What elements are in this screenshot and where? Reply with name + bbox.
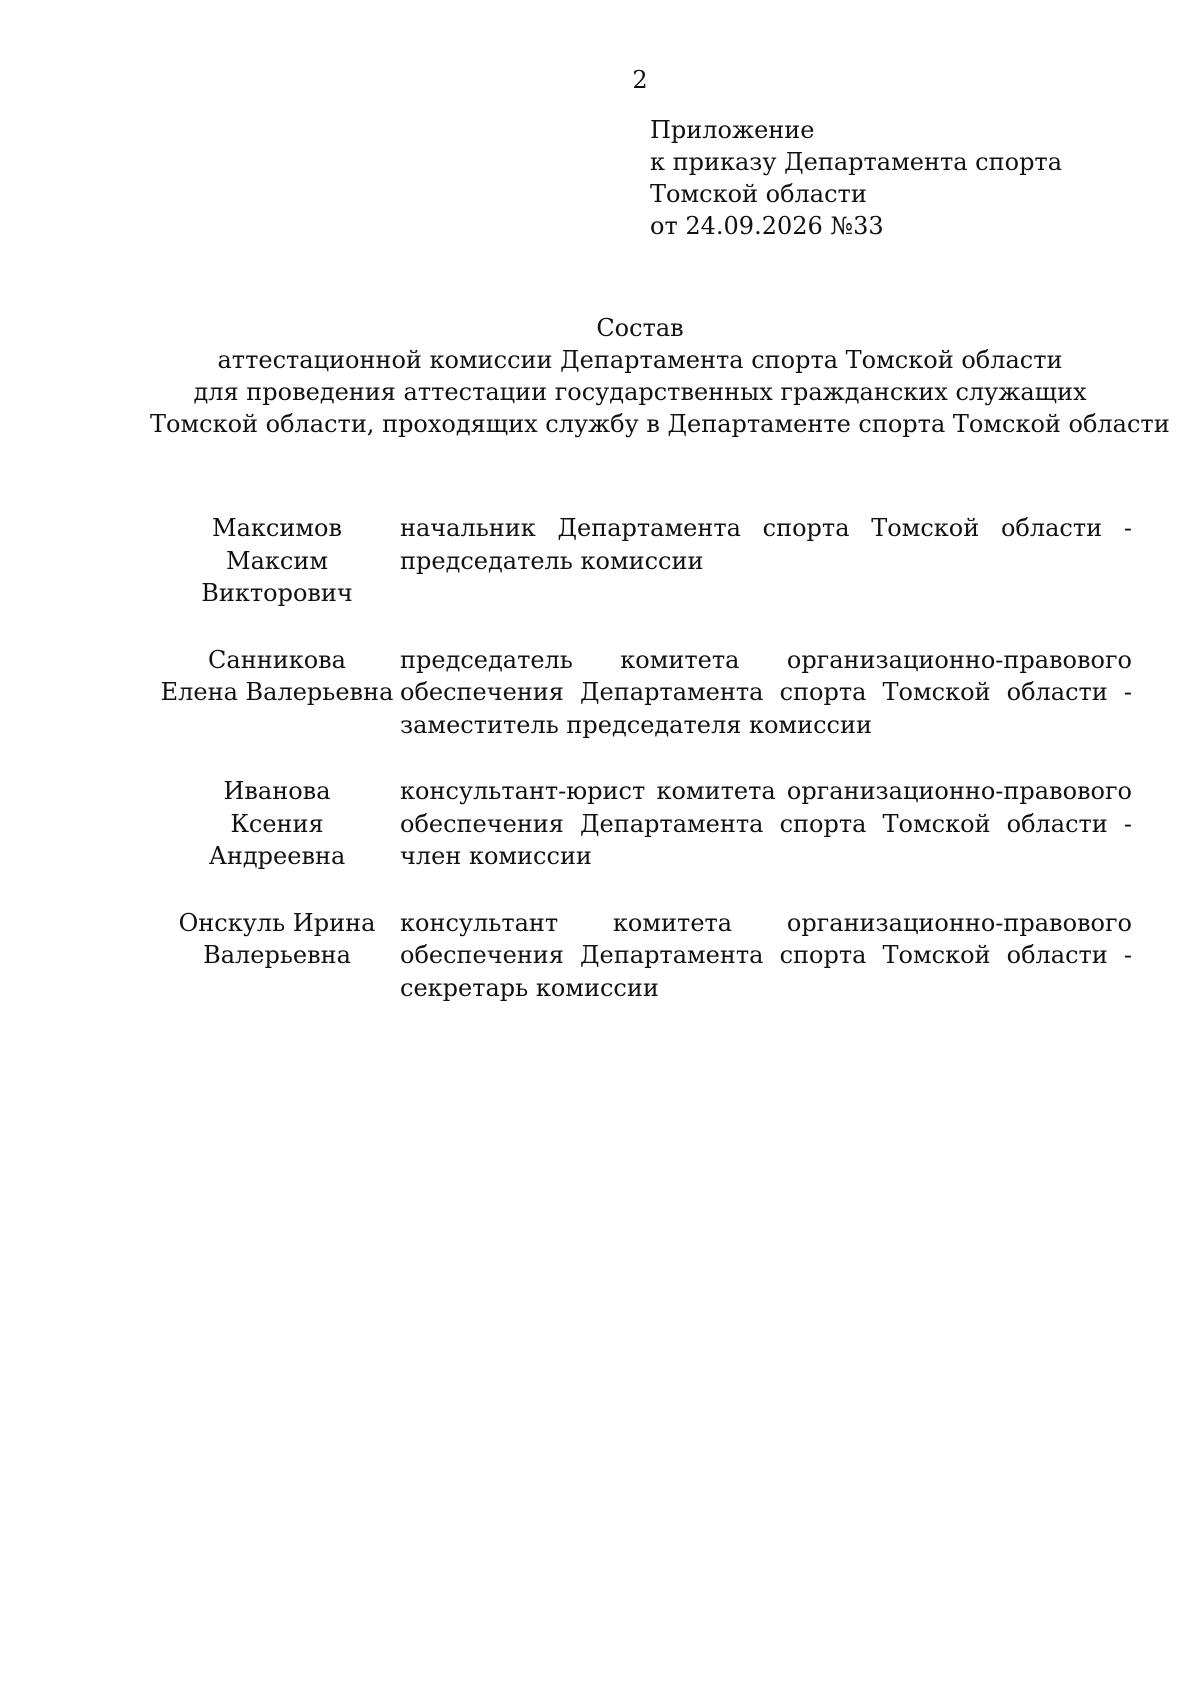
member-role: консультант комитета организационно-правового обеспечения Департамента спорта Томской области - секретарь комиссии bbox=[400, 908, 1132, 1002]
member-role: председатель комитета организационно-правового обеспечения Департамента спорта Томской области - заместитель председателя комиссии bbox=[400, 645, 1132, 739]
page-number: 2 bbox=[632, 66, 648, 94]
member-name: Иванова Ксения Андреевна bbox=[208, 777, 346, 870]
member-row bbox=[160, 644, 1132, 742]
appendix-line: от 24.09.2026 №33 bbox=[650, 212, 884, 240]
heading-line: Томской области, проходящих службу в Департаменте спорта Томской области bbox=[150, 410, 1170, 438]
heading-line: аттестационной комиссии Департамента спорта Томской области bbox=[217, 346, 1063, 374]
appendix-line: Томской области bbox=[650, 180, 867, 208]
member-role: начальник Департамента спорта Томской области - председатель комиссии bbox=[400, 514, 1132, 575]
member-row bbox=[160, 512, 1132, 610]
heading-title: Состав bbox=[596, 314, 684, 342]
member-name: Санникова Елена Валерьевна bbox=[160, 645, 394, 706]
appendix-block bbox=[650, 114, 1062, 242]
appendix-line: к приказу Департамента спорта bbox=[650, 148, 1063, 176]
document-heading bbox=[150, 312, 1170, 440]
member-row bbox=[160, 907, 1132, 1005]
member-role: консультант-юрист комитета организационно-правового обеспечения Департамента спорта Томской области - член комиссии bbox=[400, 777, 1132, 870]
heading-line: для проведения аттестации государственных гражданских служащих bbox=[193, 378, 1087, 406]
appendix-line: Приложение bbox=[650, 116, 815, 144]
member-row bbox=[160, 775, 1132, 873]
member-name: Онскуль Ирина Валерьевна bbox=[178, 908, 376, 969]
commission-members-list bbox=[160, 512, 1132, 1038]
member-name: Максимов Максим Викторович bbox=[201, 514, 353, 607]
